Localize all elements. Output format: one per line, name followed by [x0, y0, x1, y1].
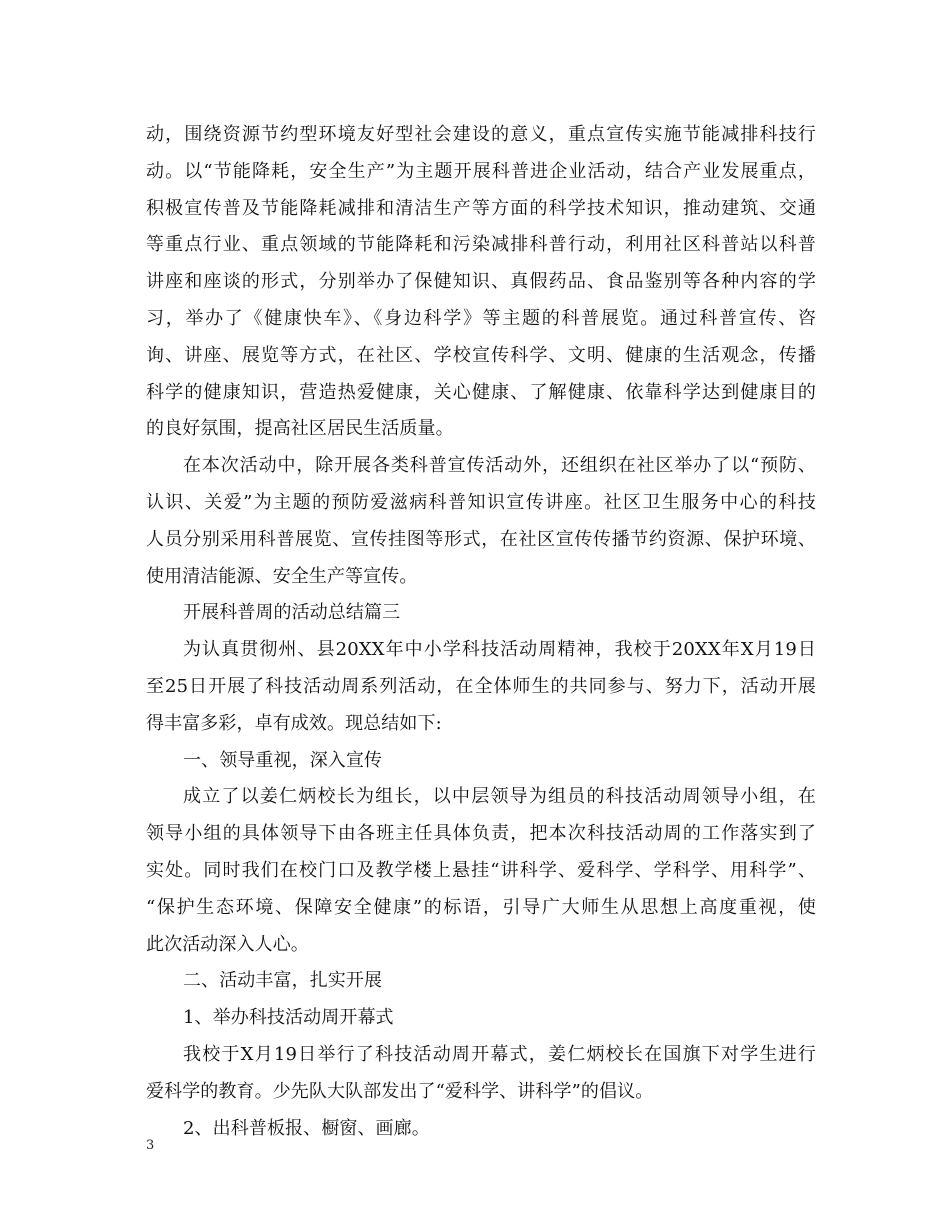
- text-line: 认识、关爱”为主题的预防爱滋病科普知识宣传讲座。社区卫生服务中心的科技: [146, 491, 816, 513]
- section-heading: 开展科普周的活动总结篇三: [183, 602, 401, 624]
- text-line: 为认真贯彻州、县20XX年中小学科技活动周精神，我校于20XX年X月19日: [183, 639, 816, 661]
- text-line: 人员分别采用科普展览、宣传挂图等形式，在社区宣传传播节约资源、保护环境、: [146, 528, 816, 550]
- list-item-heading: 1、举办科技活动周开幕式: [183, 1007, 394, 1029]
- text-line: 的良好氛围，提高社区居民生活质量。: [146, 418, 454, 440]
- text-line: 讲座和座谈的形式，分别举办了保健知识、真假药品、食品鉴别等各种内容的学: [146, 271, 816, 293]
- text-line: 习，举办了《健康快车》、《身边科学》等主题的科普展览。通过科普宣传、咨: [146, 307, 816, 329]
- text-line: 在本次活动中，除开展各类科普宣传活动外，还组织在社区举办了以“预防、: [183, 455, 816, 477]
- subsection-heading: 二、活动丰富，扎实开展: [183, 970, 383, 992]
- text-line: 动。以“节能降耗，安全生产”为主题开展科普进企业活动，结合产业发展重点，: [146, 160, 816, 182]
- page-number: 3: [146, 1138, 155, 1153]
- text-line: 成立了以姜仁炳校长为组长，以中层领导为组员的科技活动周领导小组，在: [183, 786, 816, 808]
- subsection-heading: 一、领导重视，深入宣传: [183, 749, 383, 771]
- text-line: “保护生态环境、保障安全健康”的标语，引导广大师生从思想上高度重视，使: [146, 896, 816, 918]
- text-line: 积极宣传普及节能降耗减排和清洁生产等方面的科学技术知识，推动建筑、交通: [146, 197, 816, 219]
- text-line: 至25日开展了科技活动周系列活动，在全体师生的共同参与、努力下，活动开展: [146, 675, 816, 697]
- text-line: 科学的健康知识，营造热爱健康，关心健康、了解健康、依靠科学达到健康目的: [146, 381, 816, 403]
- text-line: 等重点行业、重点领域的节能降耗和污染减排科普行动，利用社区科普站以科普: [146, 234, 816, 256]
- text-line: 此次活动深入人心。: [146, 933, 309, 955]
- text-line: 得丰富多彩，卓有成效。现总结如下:: [146, 712, 442, 734]
- text-line: 我校于X月19日举行了科技活动周开幕式，姜仁炳校长在国旗下对学生进行: [183, 1043, 816, 1065]
- document-body: [146, 117, 816, 1147]
- text-line: 实处。同时我们在校门口及教学楼上悬挂“讲科学、爱科学、学科学、用科学”、: [146, 859, 816, 881]
- text-line: 领导小组的具体领导下由各班主任具体负责，把本次科技活动周的工作落实到了: [146, 823, 816, 845]
- text-line: 爱科学的教育。少先队大队部发出了“爱科学、讲科学”的倡议。: [146, 1080, 654, 1102]
- text-line: 动，围绕资源节约型环境友好型社会建设的意义，重点宣传实施节能减排科技行: [146, 124, 816, 145]
- text-line: 使用清洁能源、安全生产等宣传。: [146, 565, 418, 587]
- list-item-heading: 2、出科普板报、橱窗、画廊。: [183, 1117, 430, 1139]
- text-line: 询、讲座、展览等方式，在社区、学校宣传科学、文明、健康的生活观念，传播: [146, 344, 816, 366]
